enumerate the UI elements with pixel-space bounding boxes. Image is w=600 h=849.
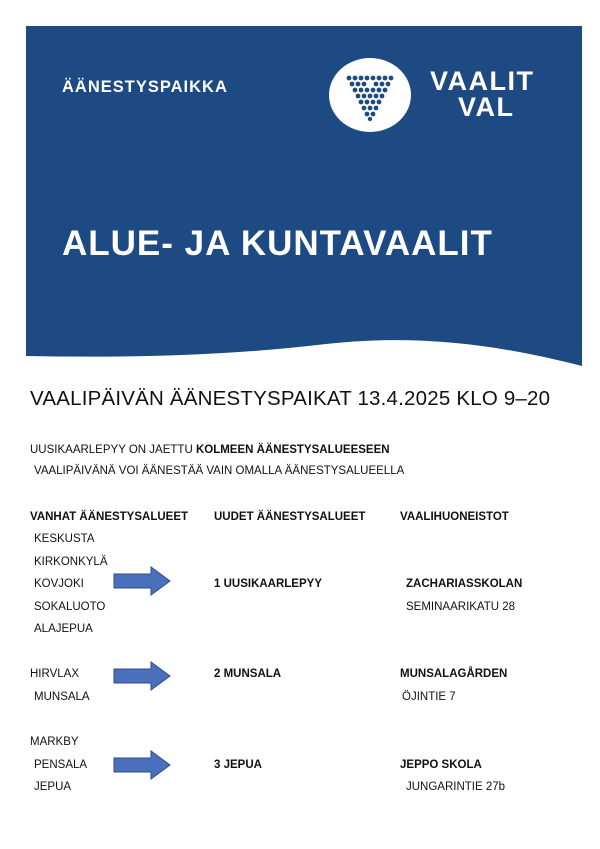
arrow-right-icon xyxy=(113,750,171,780)
old-area: MARKBY xyxy=(30,736,79,748)
info-line-1 xyxy=(30,444,390,456)
room-name: ZACHARIASSKOLAN xyxy=(406,578,523,590)
logo-line1: VAALIT xyxy=(430,66,535,96)
info-line-1-bold: KOLMEEN ÄÄNESTYSALUEESEEN xyxy=(195,444,390,456)
logo-text xyxy=(430,68,535,120)
polling-place-label: ÄÄNESTYSPAIKKA xyxy=(62,78,228,96)
new-area: 2 MUNSALA xyxy=(214,668,282,680)
room-address: SEMINAARIKATU 28 xyxy=(406,601,516,613)
arrow-right-icon xyxy=(113,566,171,596)
room-name: JEPPO SKOLA xyxy=(400,759,482,771)
old-area: MUNSALA xyxy=(34,691,90,703)
new-area: 3 JEPUA xyxy=(214,759,262,771)
old-area: KIRKONKYLÄ xyxy=(34,556,108,568)
old-area: HIRVLAX xyxy=(30,668,80,680)
column-header-rooms: VAALIHUONEISTOT xyxy=(400,511,509,523)
old-area: SOKALUOTO xyxy=(34,601,106,613)
v-dots-icon xyxy=(329,58,411,132)
column-header-new: UUDET ÄÄNESTYSALUEET xyxy=(214,511,366,523)
old-area: JEPUA xyxy=(34,781,72,793)
old-area: KESKUSTA xyxy=(34,533,95,545)
old-area: KOVJOKI xyxy=(34,578,84,590)
new-area: 1 UUSIKAARLEPYY xyxy=(214,578,322,590)
logo-dots xyxy=(329,58,411,132)
room-name: MUNSALAGÅRDEN xyxy=(400,668,508,680)
info-line-1-prefix: UUSIKAARLEPYY ON JAETTU xyxy=(30,444,196,456)
column-header-old: VANHAT ÄÄNESTYSALUEET xyxy=(30,511,189,523)
info-line-2: VAALIPÄIVÄNÄ VOI ÄÄNESTÄÄ VAIN OMALLA ÄÄNESTYSALUEELLA xyxy=(34,465,405,477)
page-subtitle: VAALIPÄIVÄN ÄÄNESTYSPAIKAT 13.4.2025 KLO 9–20 xyxy=(30,387,551,410)
page-title: ALUE- JA KUNTAVAALIT xyxy=(62,224,493,263)
room-address: JUNGARINTIE 27b xyxy=(406,781,506,793)
old-area: ALAJEPUA xyxy=(34,623,93,635)
old-area: PENSALA xyxy=(34,759,88,771)
logo-line2: VAL xyxy=(458,92,515,122)
room-address: ÖJINTIE 7 xyxy=(402,691,456,703)
arrow-right-icon xyxy=(113,661,171,691)
